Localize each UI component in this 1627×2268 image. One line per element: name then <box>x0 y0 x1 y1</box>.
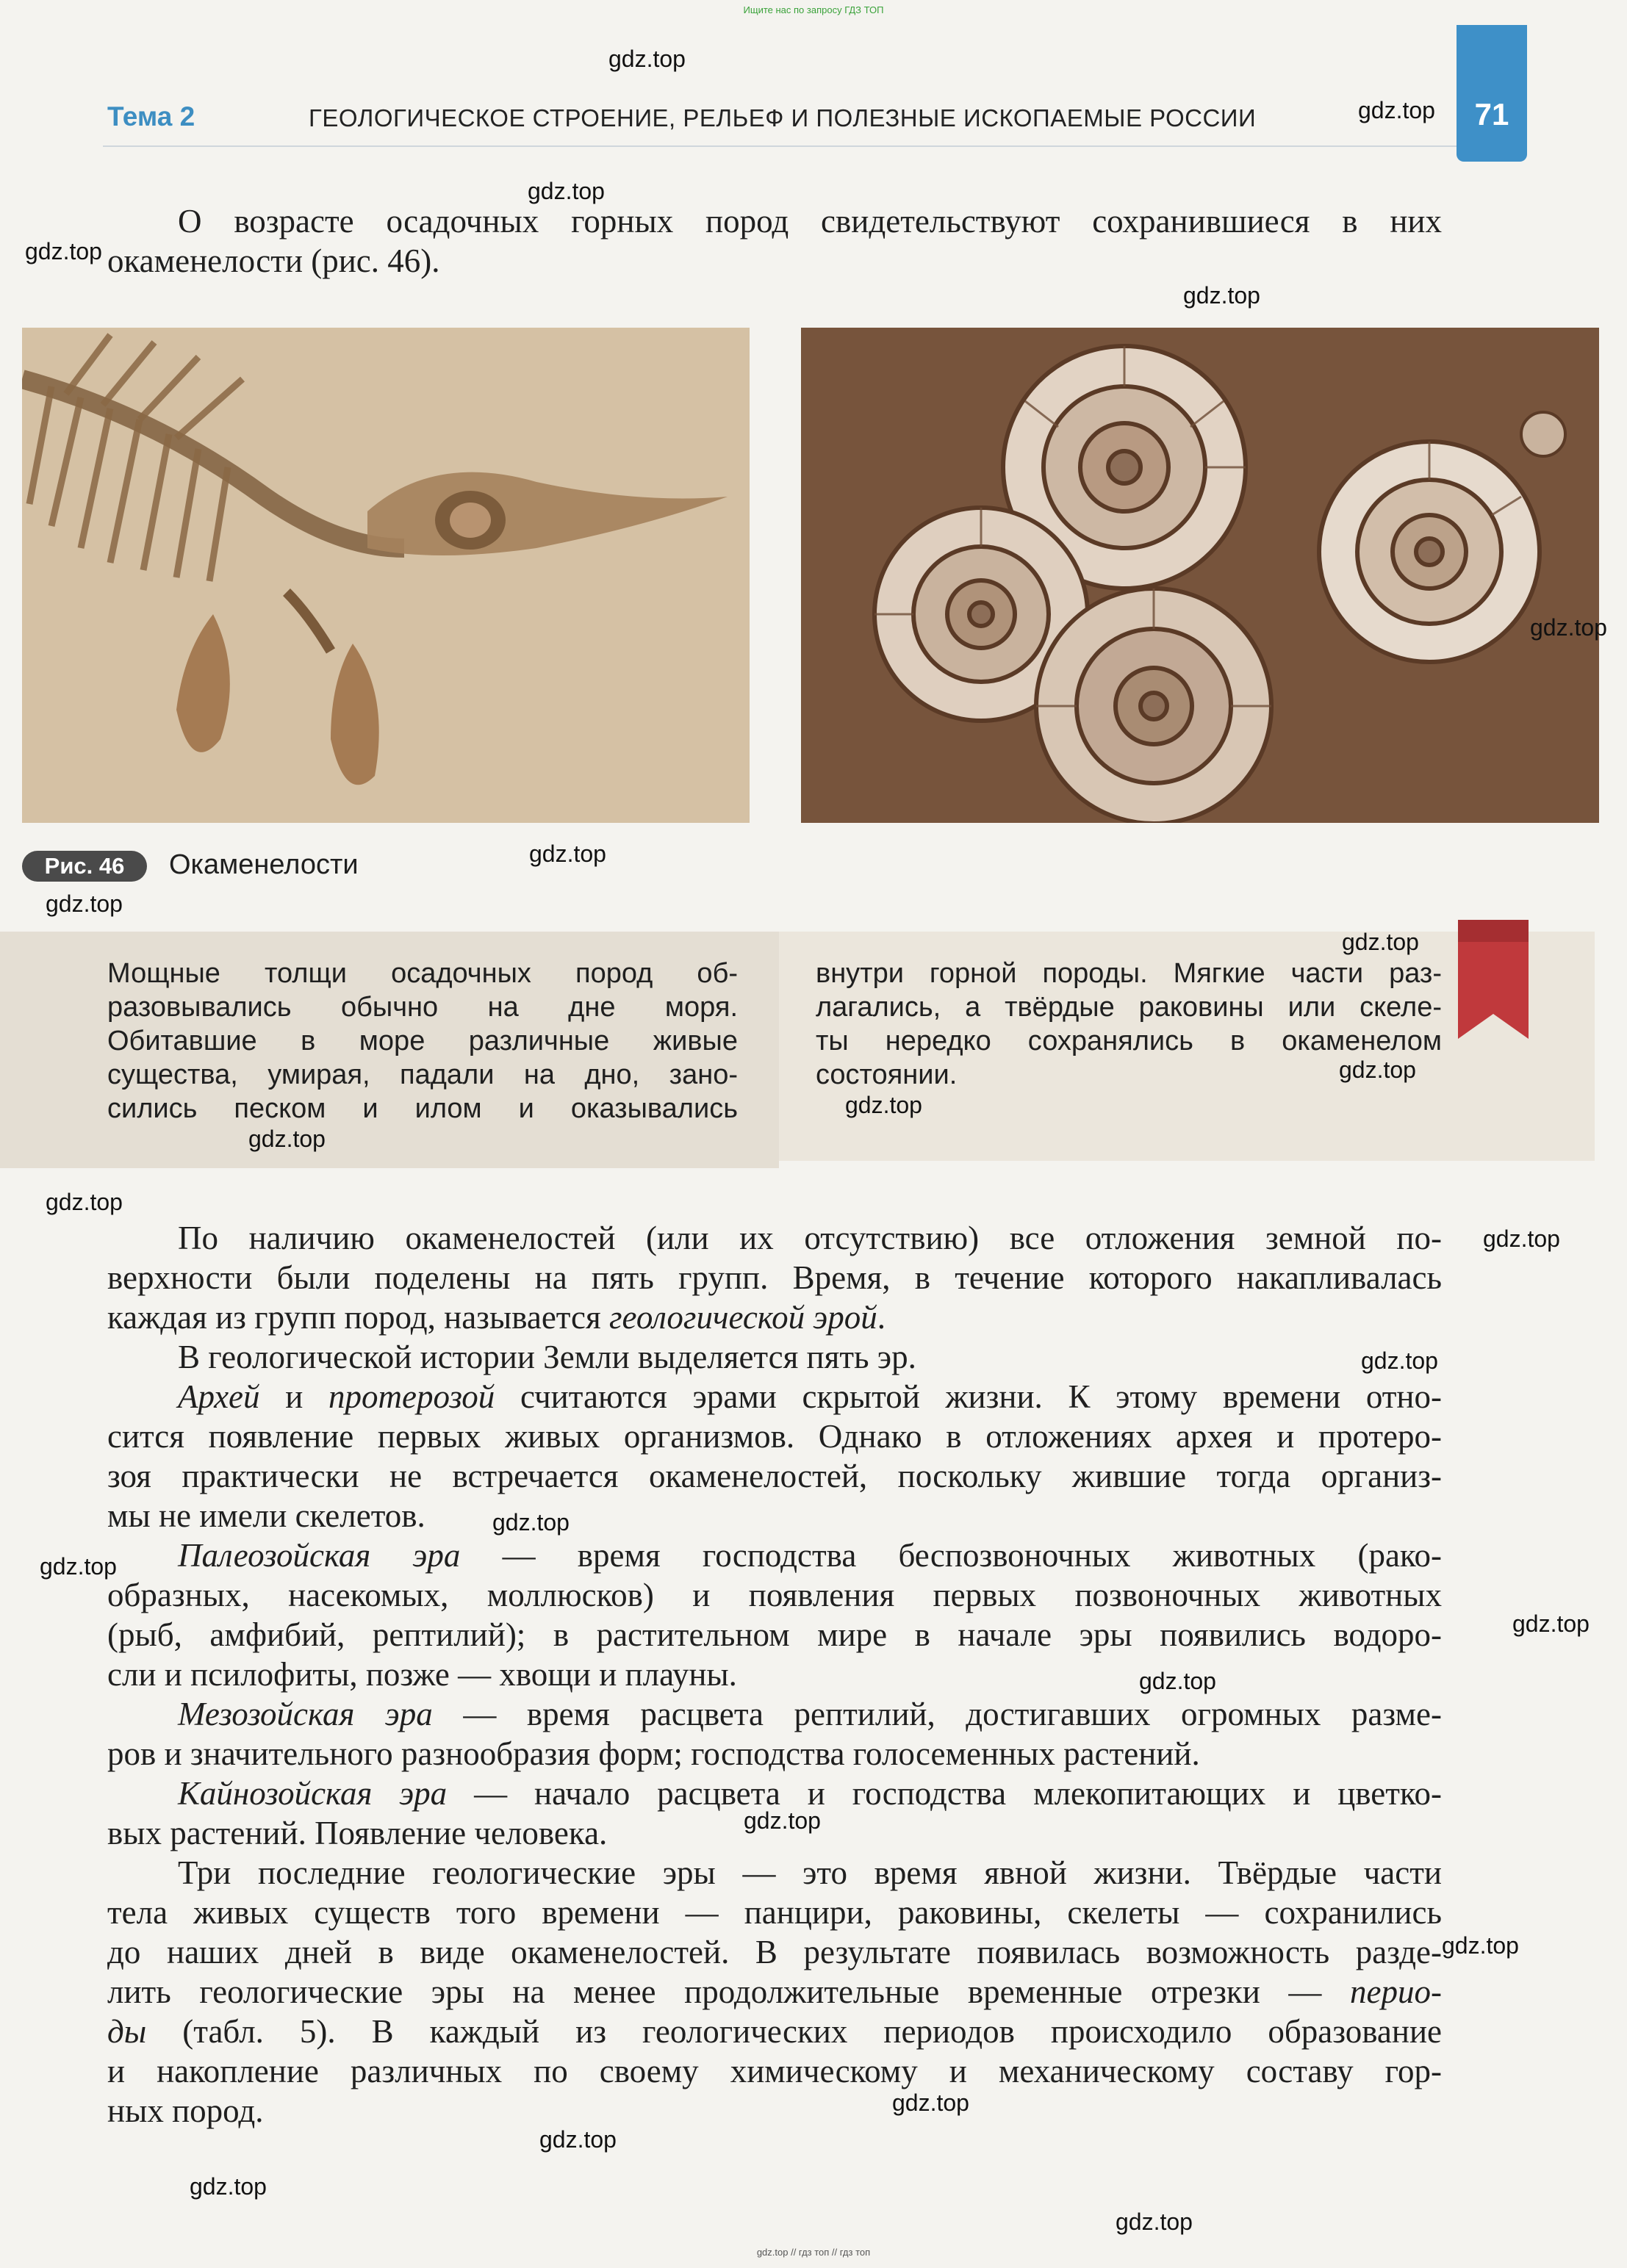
watermark: gdz.top <box>46 890 123 917</box>
watermark: gdz.top <box>1530 614 1607 641</box>
theme-title: ГЕОЛОГИЧЕСКОЕ СТРОЕНИЕ, РЕЛЬЕФ И ПОЛЕЗНЫЕ ИСКОПАЕМЫЕ РОССИИ <box>309 104 1257 132</box>
info-line: сились песком и илом и оказывались <box>107 1093 738 1124</box>
info-line: лагались, а твёрдые раковины или скеле- <box>816 992 1442 1023</box>
header-divider <box>103 145 1457 147</box>
body-line: Кайнозойская эра — начало расцвета и господства млекопитающих и цветко- <box>178 1775 1442 1812</box>
body-line: и накопление различных по своему химическому и механическому составу гор- <box>107 2053 1442 2089</box>
watermark: gdz.top <box>528 178 605 204</box>
page-number: 71 <box>1474 97 1509 132</box>
body-text <box>107 1218 1442 2131</box>
info-line: разовывались обычно на дне моря. <box>107 992 738 1023</box>
watermark: gdz.top <box>744 1807 821 1834</box>
body-line: Три последние геологические эры — это время явной жизни. Твёрдые части <box>178 1854 1442 1891</box>
watermark: gdz.top <box>1116 2208 1193 2235</box>
body-line: зоя практически не встречается окаменелостей, поскольку жившие тогда организ- <box>107 1458 1442 1494</box>
body-line: лить геологические эры на менее продолжительные временные отрезки — перио- <box>107 1973 1442 2010</box>
intro-line: окаменелости (рис. 46). <box>107 242 440 279</box>
ammonites-fossil-photo <box>801 328 1599 823</box>
watermark: gdz.top <box>539 2126 617 2153</box>
page-number-tab <box>1457 25 1527 162</box>
watermark: gdz.top <box>46 1189 123 1215</box>
bookmark-icon <box>1458 920 1529 1039</box>
body-line: ды (табл. 5). В каждый из геологических периодов происходило образование <box>107 2013 1442 2050</box>
figure-caption: Окаменелости <box>169 849 359 880</box>
intro-line: О возрасте осадочных горных пород свидетельствуют сохранившиеся в них <box>178 203 1442 240</box>
body-line: По наличию окаменелостей (или их отсутствию) все отложения земной по- <box>178 1220 1442 1256</box>
body-line: сится появление первых живых организмов. Однако в отложениях архея и протеро- <box>107 1418 1442 1455</box>
footer-mark: gdz.top // гдз топ // гдз топ <box>756 2247 871 2258</box>
body-line: В геологической истории Земли выделяется пять эр. <box>178 1339 916 1375</box>
watermark: gdz.top <box>1483 1225 1560 1252</box>
top-banner: Ищите нас по запросу ГДЗ ТОП <box>743 4 884 15</box>
body-line: тела живых существ того времени — панцири, раковины, скелеты — сохранились <box>107 1894 1442 1931</box>
info-line: Обитавшие в море различные живые <box>107 1026 738 1056</box>
info-line: состоянии. <box>816 1059 958 1090</box>
body-line: Мезозойская эра — время расцвета рептилий, достигавших огромных разме- <box>178 1696 1442 1732</box>
body-line: ров и значительного разнообразия форм; господства голосеменных растений. <box>107 1735 1200 1772</box>
body-line: (рыб, амфибий, рептилий); в растительном мире в начале эры появились водоро- <box>107 1616 1442 1653</box>
info-line: ты нередко сохранялись в окаменелом <box>816 1026 1442 1056</box>
theme-label: Тема 2 <box>107 101 195 132</box>
info-line: Мощные толщи осадочных пород об- <box>107 958 738 989</box>
watermark: gdz.top <box>529 840 606 867</box>
watermark: gdz.top <box>608 46 686 72</box>
watermark: gdz.top <box>1361 1347 1438 1374</box>
body-line: образных, насекомых, моллюсков) и появления первых позвоночных животных <box>107 1577 1442 1613</box>
body-line: Архей и протерозой считаются эрами скрытой жизни. К этому времени отно- <box>178 1378 1442 1415</box>
body-line: верхности были поделены на пять групп. Время, в течение которого накапливалась <box>107 1259 1442 1296</box>
watermark: gdz.top <box>40 1553 117 1580</box>
watermark: gdz.top <box>892 2089 969 2116</box>
body-line: Палеозойская эра — время господства беспозвоночных животных (рако- <box>178 1537 1442 1574</box>
watermark: gdz.top <box>1139 1668 1216 1694</box>
body-line: мы не имели скелетов. <box>107 1497 425 1534</box>
figure-badge-label: Рис. 46 <box>44 853 125 879</box>
body-line: сли и псилофиты, позже — хвощи и плауны. <box>107 1656 737 1693</box>
watermark: gdz.top <box>1512 1610 1590 1637</box>
body-line: каждая из групп пород, называется геологической эрой. <box>107 1299 886 1336</box>
body-line: вых растений. Появление человека. <box>107 1815 608 1851</box>
body-line: ных пород. <box>107 2092 264 2129</box>
watermark: gdz.top <box>845 1092 922 1118</box>
intro-paragraph <box>107 201 1442 281</box>
watermark: gdz.top <box>1442 1932 1519 1959</box>
watermark: gdz.top <box>492 1509 570 1536</box>
body-line: до наших дней в виде окаменелостей. В результате появилась возможность разде- <box>107 1934 1442 1970</box>
watermark: gdz.top <box>1358 97 1435 123</box>
info-line: внутри горной породы. Мягкие части раз- <box>816 958 1442 989</box>
watermark: gdz.top <box>1342 929 1419 955</box>
info-line: существа, умирая, падали на дно, зано- <box>107 1059 738 1090</box>
watermark: gdz.top <box>25 238 102 264</box>
watermark: gdz.top <box>190 2173 267 2200</box>
ichthyosaur-fossil-photo <box>22 328 750 823</box>
watermark: gdz.top <box>1183 282 1260 309</box>
watermark: gdz.top <box>1339 1056 1416 1083</box>
watermark: gdz.top <box>248 1126 326 1152</box>
info-text-left <box>107 957 738 1126</box>
